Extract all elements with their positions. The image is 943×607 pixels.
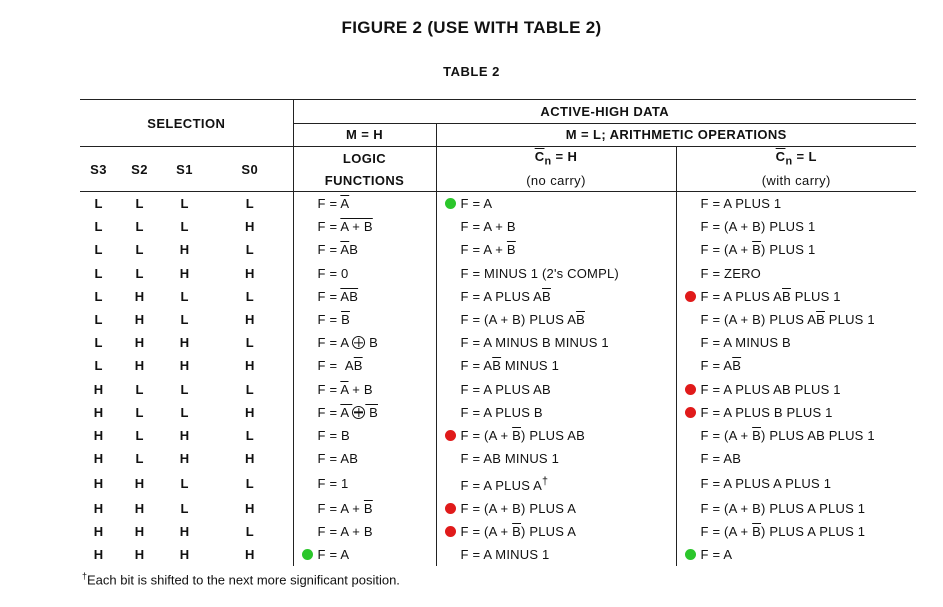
logic-header-line2: FUNCTIONS — [293, 169, 436, 192]
cell-s0: L — [245, 381, 254, 397]
cell-s1: L — [180, 475, 189, 491]
cell-s3: L — [94, 288, 103, 304]
cell-no-carry — [436, 238, 676, 261]
table-row — [80, 308, 916, 331]
cell-s1: H — [179, 427, 190, 443]
cell-s2: L — [135, 242, 144, 258]
cell-s0: L — [245, 427, 254, 443]
function-expression: F = (A + B) PLUS $A\overline{B}$ — [460, 312, 585, 328]
function-expression: F = A PLUS $A\overline{B}$ — [460, 288, 551, 304]
function-expression: F = MINUS 1 (2's COMPL) — [460, 265, 619, 281]
table-row — [80, 285, 916, 308]
cell-no-carry — [436, 497, 676, 520]
cell-s1: L — [180, 219, 189, 235]
cell-s1: L — [180, 312, 189, 328]
cell-logic — [293, 192, 436, 216]
function-expression: F = A — [317, 547, 350, 563]
cell-s2: L — [135, 265, 144, 281]
cell-s3: H — [93, 381, 104, 397]
cn-h-note: (no carry) — [436, 169, 676, 192]
cell-no-carry — [436, 447, 676, 470]
table-row — [80, 215, 916, 238]
function-expression: $F = \overline{B}$ — [317, 312, 350, 328]
logic-header-line1: LOGIC — [293, 147, 436, 170]
function-expression: F = B — [317, 427, 350, 443]
red-dot-marker — [685, 291, 696, 302]
cell-s3: H — [93, 475, 104, 491]
function-expression: F = A + B — [317, 523, 373, 539]
cell-no-carry — [436, 331, 676, 354]
cell-s2: H — [134, 335, 145, 351]
cell-logic — [293, 331, 436, 354]
cell-s1: H — [179, 242, 190, 258]
function-expression: $F = A + \overline{B}$ — [460, 242, 516, 258]
table-title: TABLE 2 — [443, 64, 500, 79]
cell-no-carry — [436, 378, 676, 401]
cell-s1: L — [180, 196, 189, 212]
active-high-header: ACTIVE-HIGH DATA — [293, 100, 916, 124]
function-expression: F = A PLUS B — [460, 404, 543, 420]
cn-l-value: = L — [792, 148, 817, 164]
cn-l-symbol: $\overline{C}$ — [775, 148, 786, 164]
table-row — [80, 331, 916, 354]
function-expression: F = (A + B) PLUS 1 — [700, 219, 816, 235]
function-expression: F = A PLUS AB — [460, 381, 551, 397]
cell-s2: H — [134, 358, 145, 374]
cell-s2: L — [135, 404, 144, 420]
cell-s2: H — [134, 475, 145, 491]
cell-s3: L — [94, 219, 103, 235]
cn-h-subscript: n — [544, 155, 552, 168]
s3-header: S3 — [80, 147, 117, 192]
function-expression: F = AB MINUS 1 — [460, 451, 560, 467]
cell-s2: L — [135, 451, 144, 467]
cell-no-carry — [436, 215, 676, 238]
function-expression: F = (A + B) PLUS $A\overline{B}$ PLUS 1 — [700, 312, 875, 328]
selection-header: SELECTION — [80, 100, 293, 147]
s1-header: S1 — [162, 147, 207, 192]
cell-s2: H — [134, 288, 145, 304]
function-expression: F = A B — [317, 335, 378, 351]
function-expression: $F = \overline{AB}$ — [317, 288, 359, 304]
function-expression: F = AB — [700, 451, 742, 467]
cell-logic — [293, 424, 436, 447]
cell-s3: L — [94, 312, 103, 328]
cell-s2: H — [134, 547, 145, 563]
red-dot-marker — [445, 503, 456, 514]
cell-logic — [293, 378, 436, 401]
function-table — [80, 99, 916, 566]
cell-with-carry — [676, 520, 916, 543]
cell-s2: H — [134, 523, 145, 539]
function-expression: $F = (A + \overline{B})$ PLUS AB PLUS 1 — [700, 427, 875, 443]
cell-with-carry — [676, 424, 916, 447]
cell-s1: L — [180, 500, 189, 516]
function-expression: F = A PLUS AB PLUS 1 — [700, 381, 841, 397]
function-expression: F = A MINUS B — [700, 335, 791, 351]
cell-s1: H — [179, 265, 190, 281]
cell-with-carry — [676, 285, 916, 308]
function-expression: $F = A\overline{B}$ — [700, 358, 742, 374]
function-expression: F = A — [460, 196, 493, 212]
cell-logic — [293, 447, 436, 470]
cell-s3: H — [93, 523, 104, 539]
function-expression: F = A MINUS B MINUS 1 — [460, 335, 609, 351]
cell-s3: L — [94, 242, 103, 258]
m-l-header: M = L; ARITHMETIC OPERATIONS — [436, 123, 916, 147]
function-expression: $F = (A + \overline{B})$ PLUS A PLUS 1 — [700, 523, 866, 539]
cell-logic — [293, 520, 436, 543]
function-expression: F = 1 — [317, 475, 349, 491]
function-expression: F = A — [700, 547, 733, 563]
cell-logic — [293, 497, 436, 520]
function-expression: F = (A + B) PLUS A PLUS 1 — [700, 500, 866, 516]
cell-no-carry — [436, 192, 676, 216]
cell-no-carry — [436, 285, 676, 308]
cell-logic — [293, 285, 436, 308]
cell-with-carry — [676, 447, 916, 470]
cell-no-carry — [436, 308, 676, 331]
cell-with-carry — [676, 354, 916, 377]
function-expression: F = ZERO — [700, 265, 761, 281]
cell-s3: H — [93, 500, 104, 516]
cell-s0: H — [245, 500, 255, 516]
cell-logic — [293, 543, 436, 566]
cell-s3: L — [94, 335, 103, 351]
table-row — [80, 520, 916, 543]
cell-s1: H — [179, 358, 190, 374]
cn-h-header — [436, 147, 676, 170]
function-expression: $F = (A + \overline{B})$ PLUS 1 — [700, 242, 816, 258]
cn-h-value: = H — [551, 148, 578, 164]
cell-s1: H — [179, 451, 190, 467]
cell-s3: H — [93, 547, 104, 563]
table-row — [80, 543, 916, 566]
function-expression: $F = A\overline{B}$ MINUS 1 — [460, 358, 560, 374]
green-dot-marker — [445, 198, 456, 209]
cell-with-carry — [676, 497, 916, 520]
red-dot-marker — [685, 407, 696, 418]
table-row — [80, 378, 916, 401]
cell-s0: H — [245, 265, 255, 281]
function-expression: F = A PLUS A PLUS 1 — [700, 475, 832, 491]
table-row — [80, 447, 916, 470]
function-expression: F = (A + B) PLUS A — [460, 500, 577, 516]
table-row — [80, 401, 916, 424]
cell-no-carry — [436, 520, 676, 543]
cell-s1: L — [180, 288, 189, 304]
cell-no-carry — [436, 543, 676, 566]
cell-logic — [293, 262, 436, 285]
red-dot-marker — [445, 526, 456, 537]
table-row — [80, 470, 916, 496]
s0-header: S0 — [207, 147, 293, 192]
cell-s0: L — [245, 523, 254, 539]
cell-s2: L — [135, 381, 144, 397]
function-expression: F = A + B — [460, 219, 516, 235]
m-h-header: M = H — [293, 123, 436, 147]
cn-l-note: (with carry) — [676, 169, 916, 192]
cell-no-carry — [436, 470, 676, 496]
cell-s2: L — [135, 219, 144, 235]
cell-logic — [293, 401, 436, 424]
cell-s0: H — [245, 358, 255, 374]
cell-with-carry — [676, 331, 916, 354]
cell-s3: L — [94, 265, 103, 281]
cell-s0: H — [245, 219, 255, 235]
cell-s0: L — [245, 335, 254, 351]
cell-with-carry — [676, 215, 916, 238]
cell-with-carry — [676, 192, 916, 216]
table-row — [80, 192, 916, 216]
footnote-text: Each bit is shifted to the next more significant position. — [87, 572, 400, 588]
cell-s2: H — [134, 500, 145, 516]
function-expression: $F = A\overline{B}$ — [317, 358, 363, 374]
table-body — [80, 192, 916, 567]
function-expression: F = A PLUS $A\overline{B}$ PLUS 1 — [700, 288, 841, 304]
cell-with-carry — [676, 238, 916, 261]
cell-no-carry — [436, 262, 676, 285]
cell-s1: H — [179, 547, 190, 563]
cell-logic — [293, 354, 436, 377]
table-row — [80, 262, 916, 285]
table-row — [80, 497, 916, 520]
cell-logic — [293, 238, 436, 261]
cell-s0: L — [245, 196, 254, 212]
cell-s1: H — [179, 335, 190, 351]
cell-with-carry — [676, 470, 916, 496]
cell-s0: H — [245, 404, 255, 420]
cell-with-carry — [676, 308, 916, 331]
function-expression: F = A PLUS B PLUS 1 — [700, 404, 833, 420]
cell-s3: H — [93, 427, 104, 443]
function-expression: $F = \overline{A} + B$ — [317, 381, 373, 397]
table-row — [80, 354, 916, 377]
cell-logic — [293, 308, 436, 331]
cn-l-subscript: n — [785, 155, 793, 168]
cell-s1: H — [179, 523, 190, 539]
cell-with-carry — [676, 262, 916, 285]
cell-no-carry — [436, 354, 676, 377]
function-expression: $F = (A + \overline{B})$ PLUS AB — [460, 427, 585, 443]
green-dot-marker — [685, 549, 696, 560]
cell-s0: L — [245, 288, 254, 304]
cell-with-carry — [676, 401, 916, 424]
cell-s0: L — [245, 475, 254, 491]
table-row — [80, 424, 916, 447]
function-expression: F = A PLUS A† — [460, 475, 549, 493]
cell-s0: H — [245, 547, 255, 563]
red-dot-marker — [685, 384, 696, 395]
function-expression: F = A MINUS 1 — [460, 547, 550, 563]
cell-s0: H — [245, 312, 255, 328]
cn-l-header — [676, 147, 916, 170]
function-expression: F = A PLUS 1 — [700, 196, 782, 212]
cell-no-carry — [436, 401, 676, 424]
function-expression: F = A B — [317, 404, 378, 420]
table-row — [80, 238, 916, 261]
cell-s1: L — [180, 381, 189, 397]
s2-header: S2 — [117, 147, 162, 192]
cell-s0: L — [245, 242, 254, 258]
cell-s2: L — [135, 196, 144, 212]
cn-h-symbol: $\overline{C}$ — [534, 148, 545, 164]
cell-s3: L — [94, 358, 103, 374]
cell-s0: H — [245, 451, 255, 467]
cell-s3: L — [94, 196, 103, 212]
figure-title: FIGURE 2 (USE WITH TABLE 2) — [341, 18, 602, 37]
green-dot-marker — [302, 549, 313, 560]
cell-s2: H — [134, 312, 145, 328]
footnote-mark: † — [82, 571, 88, 581]
cell-s1: L — [180, 404, 189, 420]
function-expression: $F = (A + \overline{B})$ PLUS A — [460, 523, 577, 539]
cell-s2: L — [135, 427, 144, 443]
function-expression: $F = \overline{A}$ — [317, 196, 350, 212]
function-expression: F = AB — [317, 451, 359, 467]
function-expression: $F = A + \overline{B}$ — [317, 500, 373, 516]
cell-logic — [293, 215, 436, 238]
cell-with-carry — [676, 543, 916, 566]
function-expression: $F = \overline{A}B$ — [317, 242, 359, 258]
footnote — [82, 571, 400, 587]
cell-logic — [293, 470, 436, 496]
function-expression: F = A + B — [317, 219, 373, 235]
cell-s3: H — [93, 404, 104, 420]
cell-with-carry — [676, 378, 916, 401]
cell-s3: H — [93, 451, 104, 467]
function-expression: F = 0 — [317, 265, 349, 281]
cell-no-carry — [436, 424, 676, 447]
red-dot-marker — [445, 430, 456, 441]
